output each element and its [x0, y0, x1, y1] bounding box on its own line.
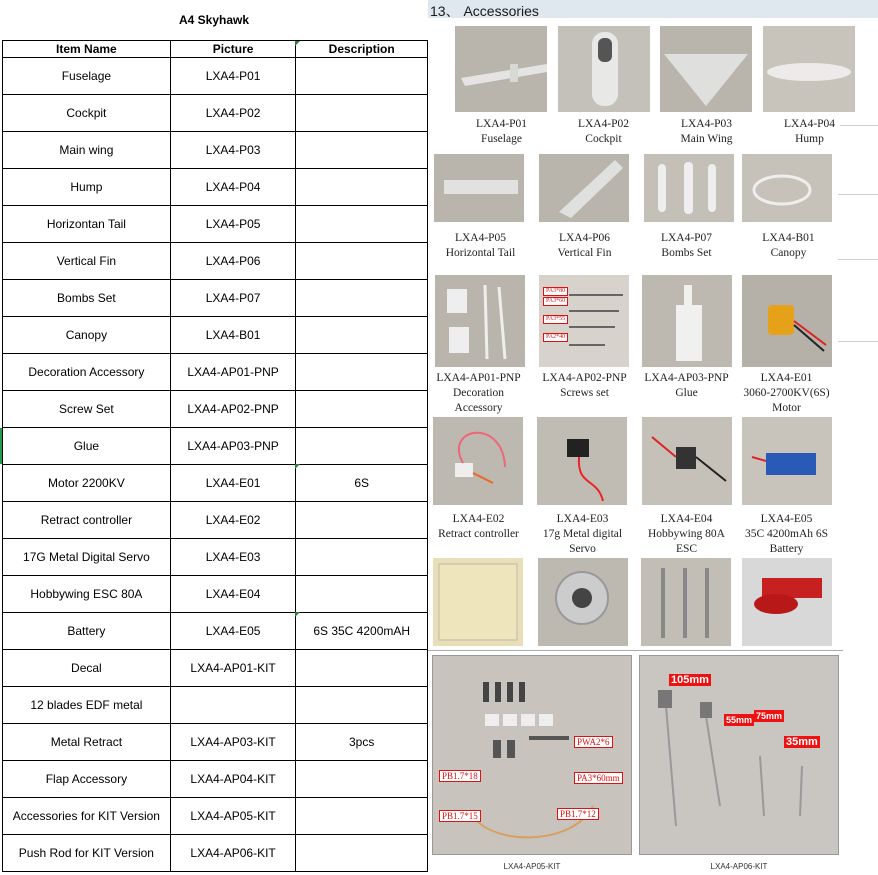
cell-item-name[interactable]: Motor 2200KV — [3, 465, 171, 502]
divider — [838, 259, 878, 260]
caption-4: LXA4-P04 Hump — [783, 118, 836, 145]
row-selection-indicator — [0, 428, 2, 464]
table-row — [3, 798, 428, 835]
table-row — [3, 502, 428, 539]
table-row — [3, 835, 428, 872]
cell-picture[interactable]: LXA4-AP02-PNP — [170, 391, 296, 428]
cell-picture[interactable]: LXA4-AP04-KIT — [170, 761, 296, 798]
cell-item-name[interactable]: Hobbywing ESC 80A — [3, 576, 171, 613]
cell-description[interactable]: 3pcs — [296, 724, 428, 761]
screw-label: PA3*80 — [543, 287, 568, 296]
caption-8: LXA4-B01 Canopy — [762, 232, 815, 259]
cell-item-name[interactable]: 17G Metal Digital Servo — [3, 539, 171, 576]
table-row — [3, 539, 428, 576]
table-row — [3, 132, 428, 169]
cell-item-name[interactable]: Decoration Accessory — [3, 354, 171, 391]
header-item-name[interactable]: Item Name — [3, 41, 171, 58]
kit-label: 75mm — [756, 711, 783, 721]
cell-description[interactable] — [296, 132, 428, 169]
screw-label: PA3*55 — [543, 315, 568, 324]
cell-item-name[interactable]: Screw Set — [3, 391, 171, 428]
cell-item-name[interactable]: Horizontan Tail — [3, 206, 171, 243]
caption-13: LXA4-E02 Retract controller — [438, 513, 519, 540]
cell-description[interactable]: 6S — [296, 465, 428, 502]
cell-description[interactable] — [296, 835, 428, 872]
photo-main-wing — [660, 26, 752, 112]
caption-9: LXA4-AP01-PNP Decoration Accessory — [436, 372, 521, 414]
caption-3: LXA4-P03 Main Wing — [680, 118, 733, 145]
caption-1: LXA4-P01 Fuselage — [475, 118, 528, 145]
caption-10: LXA4-AP02-PNP Screws set — [542, 372, 627, 399]
cell-item-name[interactable]: Retract controller — [3, 502, 171, 539]
cell-description[interactable] — [296, 95, 428, 132]
kit6-caption: LXA4-AP06-KIT — [710, 862, 768, 871]
kit-label: PB1.7*12 — [557, 808, 599, 820]
table-row — [3, 428, 428, 465]
photo-esc — [642, 417, 732, 505]
photo-canopy — [742, 154, 832, 222]
cell-item-name[interactable]: Accessories for KIT Version — [3, 798, 171, 835]
caption-7: LXA4-P07 Bombs Set — [660, 232, 713, 259]
parts-table-body — [3, 58, 428, 872]
header-row — [3, 41, 428, 58]
cell-description[interactable] — [296, 354, 428, 391]
photo-glue — [642, 275, 732, 367]
cell-description[interactable] — [296, 798, 428, 835]
cell-picture[interactable]: LXA4-P02 — [170, 95, 296, 132]
comment-marker — [295, 41, 300, 46]
caption-6: LXA4-P06 Vertical Fin — [557, 232, 612, 259]
cell-picture[interactable]: LXA4-E02 — [170, 502, 296, 539]
cell-picture[interactable]: LXA4-E03 — [170, 539, 296, 576]
divider — [838, 194, 878, 195]
caption-16: LXA4-E05 35C 4200mAh 6S Battery — [744, 513, 829, 555]
kit-label: PWA2*6 — [574, 736, 613, 748]
kit-label: 35mm — [786, 736, 818, 748]
photo-decoration-accessory — [435, 275, 525, 367]
table-row — [3, 95, 428, 132]
table-row — [3, 169, 428, 206]
divider — [840, 125, 878, 126]
cell-description[interactable]: 6S 35C 4200mAH — [296, 613, 428, 650]
divider — [428, 650, 843, 651]
kit-label: PA3*60mm — [574, 772, 623, 784]
table-row — [3, 354, 428, 391]
cell-picture[interactable]: LXA4-E04 — [170, 576, 296, 613]
photo-horizontal-tail — [434, 154, 524, 222]
caption-2: LXA4-P02 Cockpit — [577, 118, 630, 145]
table-row — [3, 206, 428, 243]
cell-item-name[interactable]: Main wing — [3, 132, 171, 169]
cell-item-name[interactable]: Fuselage — [3, 58, 171, 95]
cell-item-name[interactable]: Bombs Set — [3, 280, 171, 317]
cell-picture[interactable]: LXA4-AP01-PNP — [170, 354, 296, 391]
parts-table — [2, 40, 428, 872]
accessories-heading: 13、 Accessories — [430, 3, 539, 19]
photo-battery — [742, 417, 832, 505]
cell-picture[interactable]: LXA4-P07 — [170, 280, 296, 317]
cell-item-name[interactable]: 12 blades EDF metal — [3, 687, 171, 724]
cell-item-name[interactable]: Metal Retract — [3, 724, 171, 761]
comment-marker — [295, 464, 300, 469]
kit-label: 105mm — [671, 674, 709, 686]
caption-12: LXA4-E01 3060-2700KV(6S) Motor — [743, 372, 830, 414]
photo-screws-set — [539, 275, 629, 367]
table-row — [3, 650, 428, 687]
table-row — [3, 576, 428, 613]
photo-bombs-set — [644, 154, 734, 222]
kit-label: PB1.7*15 — [439, 810, 481, 822]
table-row — [3, 317, 428, 354]
cell-picture[interactable]: LXA4-P03 — [170, 132, 296, 169]
cell-picture[interactable]: LXA4-E01 — [170, 465, 296, 502]
cell-item-name[interactable]: Hump — [3, 169, 171, 206]
photo-edf-metal — [538, 558, 628, 646]
sheet-title: A4 Skyhawk — [178, 13, 250, 27]
caption-5: LXA4-P05 Horizontal Tail — [445, 232, 516, 259]
kit-label: PB1.7*18 — [439, 770, 481, 782]
comment-marker — [295, 612, 300, 617]
cell-picture[interactable]: LXA4-P05 — [170, 206, 296, 243]
accessories-header — [428, 0, 878, 18]
cell-picture[interactable]: LXA4-P04 — [170, 169, 296, 206]
cell-description[interactable] — [296, 391, 428, 428]
cell-item-name[interactable]: Cockpit — [3, 95, 171, 132]
kit-label: 55mm — [726, 715, 753, 725]
photo-motor — [742, 275, 832, 367]
photo-servo — [537, 417, 627, 505]
cell-description[interactable] — [296, 58, 428, 95]
cell-description[interactable] — [296, 169, 428, 206]
table-row — [3, 724, 428, 761]
cell-description[interactable] — [296, 317, 428, 354]
cell-item-name[interactable]: Glue — [3, 428, 171, 465]
cell-item-name[interactable]: Battery — [3, 613, 171, 650]
photo-retract-controller — [433, 417, 523, 505]
accessories-panel — [428, 0, 878, 875]
cell-item-name[interactable]: Decal — [3, 650, 171, 687]
cell-item-name[interactable]: Flap Accessory — [3, 761, 171, 798]
photo-decal — [433, 558, 523, 646]
table-row — [3, 243, 428, 280]
cell-item-name[interactable]: Push Rod for KIT Version — [3, 835, 171, 872]
cell-picture[interactable]: LXA4-AP03-KIT — [170, 724, 296, 761]
cell-picture[interactable]: LXA4-P01 — [170, 58, 296, 95]
cell-description[interactable] — [296, 428, 428, 465]
screw-label: PA3*60 — [543, 297, 568, 306]
cell-picture[interactable]: LXA4-B01 — [170, 317, 296, 354]
photo-vertical-fin — [539, 154, 629, 222]
photo-kit-push-rods — [639, 655, 839, 855]
cell-item-name[interactable]: Canopy — [3, 317, 171, 354]
caption-11: LXA4-AP03-PNP Glue — [644, 372, 729, 399]
table-row — [3, 687, 428, 724]
header-description[interactable]: Description — [296, 41, 428, 58]
table-row — [3, 58, 428, 95]
photo-fuselage — [455, 26, 547, 112]
table-row — [3, 391, 428, 428]
kit5-caption: LXA4-AP05-KIT — [503, 862, 561, 871]
cell-description[interactable] — [296, 502, 428, 539]
cell-description[interactable] — [296, 687, 428, 724]
table-row — [3, 613, 428, 650]
photo-kit-accessories — [432, 655, 632, 855]
cell-item-name[interactable]: Vertical Fin — [3, 243, 171, 280]
photo-metal-retract — [641, 558, 731, 646]
cell-picture[interactable]: LXA4-AP06-KIT — [170, 835, 296, 872]
divider — [838, 341, 878, 342]
cell-picture[interactable]: LXA4-AP01-KIT — [170, 650, 296, 687]
cell-picture[interactable]: LXA4-AP05-KIT — [170, 798, 296, 835]
cell-picture[interactable]: LXA4-AP03-PNP — [170, 428, 296, 465]
cell-picture[interactable]: LXA4-P06 — [170, 243, 296, 280]
photo-cockpit — [558, 26, 650, 112]
caption-15: LXA4-E04 Hobbywing 80A ESC — [648, 513, 725, 555]
table-row — [3, 761, 428, 798]
photo-flap-accessory — [742, 558, 832, 646]
parts-sheet — [0, 0, 428, 875]
cell-description[interactable] — [296, 539, 428, 576]
header-picture[interactable]: Picture — [170, 41, 296, 58]
cell-description[interactable] — [296, 280, 428, 317]
cell-description[interactable] — [296, 243, 428, 280]
cell-description[interactable] — [296, 206, 428, 243]
screw-label: PA2*40 — [543, 333, 568, 342]
cell-description[interactable] — [296, 650, 428, 687]
cell-description[interactable] — [296, 576, 428, 613]
table-row — [3, 465, 428, 502]
photo-hump — [763, 26, 855, 112]
cell-picture[interactable] — [170, 687, 296, 724]
cell-picture[interactable]: LXA4-E05 — [170, 613, 296, 650]
table-row — [3, 280, 428, 317]
caption-14: LXA4-E03 17g Metal digital Servo — [542, 513, 623, 555]
cell-description[interactable] — [296, 761, 428, 798]
